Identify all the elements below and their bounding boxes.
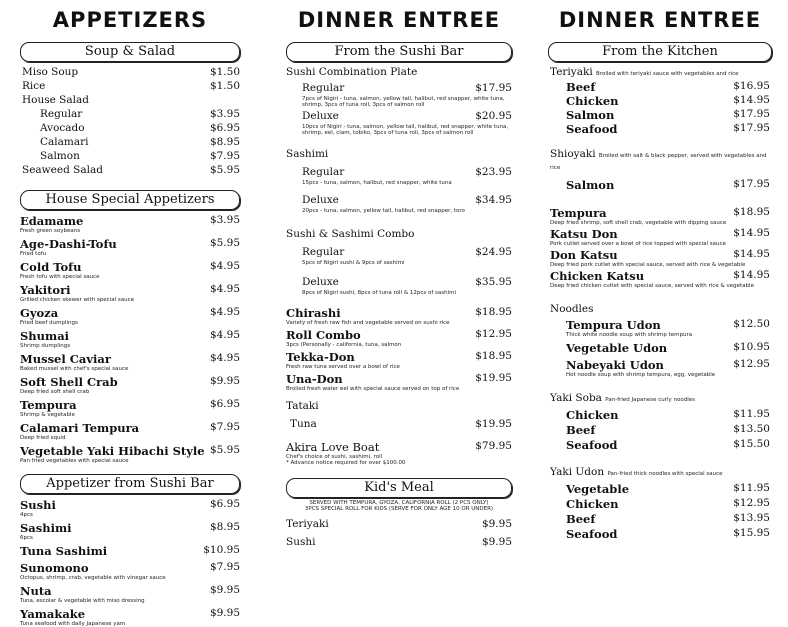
- menu-item: [20, 398, 240, 412]
- section-label: Shioyaki Broiled with salt & black pepper, served with vegetables and rice: [550, 148, 767, 171]
- item-description: Baked mussel with chef's special sauce: [20, 366, 129, 372]
- menu-item: Calamari $8.95: [40, 136, 240, 148]
- item-description: Deep fried pork cutlet with special sauce, served with rice & vegetable: [550, 262, 746, 268]
- menu-item: [286, 306, 512, 320]
- menu-item: [20, 584, 240, 598]
- from-sushi-bar-header: From the Sushi Bar: [286, 42, 512, 62]
- item-name: Chicken Katsu: [550, 269, 645, 283]
- item-price: $14.95: [733, 94, 770, 106]
- item-description: Pan fried vegetables with special sauce: [20, 458, 129, 464]
- kids-meal-header: Kid's Meal: [286, 478, 512, 498]
- from-kitchen-header: From the Kitchen: [548, 42, 772, 62]
- item-description: Tuna seafood with daily Japanese yam: [20, 621, 126, 627]
- item-description: Variety of fresh raw fish and vegetable served on sushi rice: [286, 320, 450, 326]
- menu-item: [566, 512, 770, 526]
- item-price: $14.95: [733, 248, 770, 260]
- kids-meal-section: [280, 500, 518, 550]
- item-name: Shumai: [20, 329, 70, 343]
- item-name: Nuta: [20, 584, 52, 598]
- item-name: Sunomono: [20, 561, 89, 575]
- soup-salad-header: Soup & Salad: [20, 42, 240, 62]
- menu-item: [550, 248, 770, 262]
- item-name: Age-Dashi-Tofu: [20, 237, 117, 251]
- item-name: Tempura: [20, 398, 77, 412]
- item-description: Shrimp & vegetable: [20, 412, 75, 418]
- item-price: $15.95: [733, 527, 770, 539]
- sushi-bar-entree-column: [280, 0, 518, 550]
- menu-item: [566, 80, 770, 94]
- kids-meal-note: SERVED WITH TEMPURA, GYOZA, CALIFORNIA ROLL (2 PCS ONLY): [309, 500, 489, 506]
- menu-item: [566, 482, 770, 496]
- item-name: Gyoza: [20, 306, 59, 320]
- menu-item: [20, 444, 240, 458]
- kitchen-entree-column: [544, 0, 776, 541]
- menu-item: [550, 269, 770, 283]
- menu-item: [286, 372, 512, 386]
- menu-item: [286, 328, 512, 342]
- item-price: $18.95: [475, 306, 512, 318]
- menu-item: [550, 206, 770, 220]
- item-price: $11.95: [733, 482, 770, 494]
- item-name: Vegetable Yaki Hibachi Style: [20, 444, 205, 458]
- item-name: Sashimi: [20, 521, 72, 535]
- item-price: $13.50: [733, 423, 770, 435]
- item-price: $4.95: [209, 352, 240, 364]
- menu-item: Rice $1.50: [22, 80, 240, 92]
- item-description: 8pcs of Nigiri sushi, 8pcs of tuna roll & 12pcs of sashimi: [302, 290, 457, 296]
- item-price: $10.95: [733, 341, 770, 353]
- item-price: $3.95: [209, 214, 240, 226]
- item-description: Deep fried chicken cutlet with special sauce, served with rice & vegetable: [550, 283, 754, 289]
- menu-item: [20, 352, 240, 366]
- item-description: Fresh raw tuna served over a bowl of rice: [286, 364, 400, 370]
- dinner-entree-title: DINNER ENTREE: [558, 8, 762, 32]
- item-price: $17.95: [733, 122, 770, 134]
- menu-item: [550, 227, 770, 241]
- menu-item: [20, 260, 240, 274]
- noodle-items: [550, 318, 770, 378]
- menu-item: [20, 329, 240, 343]
- menu-item: Avocado $6.95: [40, 122, 240, 134]
- item-name: Chicken: [566, 94, 619, 108]
- item-price: $19.95: [475, 372, 512, 384]
- item-name: Nabeyaki Udon: [566, 358, 664, 372]
- menu-item: Seaweed Salad $5.95: [22, 164, 240, 176]
- item-price: $7.95: [209, 421, 240, 433]
- item-price: $11.95: [733, 408, 770, 420]
- item-name: Seafood: [566, 122, 618, 136]
- shioyaki-items: [550, 178, 770, 192]
- yaki-udon-items: [550, 482, 770, 541]
- other-sushi-entrees: [286, 306, 512, 392]
- item-price: $9.95: [209, 607, 240, 619]
- fried-entrees: [550, 206, 770, 289]
- item-price: $17.95: [733, 108, 770, 120]
- section-label: Sushi Combination Plate: [286, 66, 418, 78]
- item-price: $18.95: [733, 206, 770, 218]
- item-description: 5pcs of Nigiri sushi & 9pcs of sashimi: [302, 260, 405, 266]
- item-name: Beef: [566, 512, 596, 526]
- section-label: House Salad: [22, 94, 89, 106]
- item-price: $15.50: [733, 438, 770, 450]
- menu-item: Akira Love Boat $79.95: [286, 440, 512, 454]
- item-price: $14.95: [733, 269, 770, 281]
- item-name: Chirashi: [286, 306, 341, 320]
- item-price: $5.95: [209, 237, 240, 249]
- item-name: Beef: [566, 80, 596, 94]
- item-description: Octopus, shrimp, crab, vegetable with vinegar sauce: [20, 575, 166, 581]
- item-description: Tuna, escolar & vegetable with miso dressing: [20, 598, 145, 604]
- item-name: Vegetable Udon: [566, 341, 668, 355]
- item-description: Deep fried squid: [20, 435, 66, 441]
- menu-item: [566, 358, 770, 372]
- menu-item: [566, 423, 770, 437]
- item-price: $12.95: [475, 328, 512, 340]
- menu-item: Miso Soup $1.50: [22, 66, 240, 78]
- sushi-bar-appetizer-header: Appetizer from Sushi Bar: [20, 474, 240, 494]
- item-description: 20pcs - tuna, salmon, yellow tail, halibut, red snapper, toro: [302, 208, 465, 214]
- item-description: Broiled fresh water eel with special sauce served on top of rice: [286, 386, 460, 392]
- menu-item: [566, 408, 770, 422]
- item-description: 7pcs of Nigiri - tuna, salmon, yellow tail, halibut, red snapper, white tuna, shrimp, 3pcs of tuna roll, 3pcs of salmon roll: [302, 96, 505, 108]
- sushi-bar-appetizer-section: [14, 498, 246, 627]
- item-name: Mussel Caviar: [20, 352, 111, 366]
- menu-item: [566, 94, 770, 108]
- item-price: $12.50: [733, 318, 770, 330]
- item-price: $4.95: [209, 306, 240, 318]
- item-description: Deep fried shrimp, soft shell crab, vegetable with dipping sauce: [550, 220, 727, 226]
- section-label: Teriyaki Broiled with teriyaki sauce with vegetables and rice: [550, 66, 739, 78]
- item-description: Pork cutlet served over a bowl of rice topped with special sauce: [550, 241, 726, 247]
- menu-item: Regular $3.95: [40, 108, 240, 120]
- yaki-soba-items: [550, 408, 770, 452]
- item-name: Calamari Tempura: [20, 421, 140, 435]
- item-price: $7.95: [209, 561, 240, 573]
- menu-item: Salmon $7.95: [40, 150, 240, 162]
- item-name: Chicken: [566, 408, 619, 422]
- item-name: Beef: [566, 423, 596, 437]
- menu-item: Regular $24.95: [302, 246, 512, 258]
- appetizers-column: [14, 0, 246, 627]
- item-description: 3pcs (Personally - california, tuna, salmon: [286, 342, 402, 348]
- section-label: Tataki: [286, 400, 319, 412]
- item-description: Shrimp dumplings: [20, 343, 71, 349]
- item-price: $13.95: [733, 512, 770, 524]
- menu-item: [566, 341, 770, 355]
- menu-item: [566, 438, 770, 452]
- kitchen-entree-section: [544, 66, 776, 541]
- advance-notice: * Advance notice required for over $100.00: [286, 460, 406, 466]
- menu-item: Deluxe $20.95: [302, 110, 512, 122]
- item-price: $16.95: [733, 80, 770, 92]
- item-description: 10pcs of Nigiri - tuna, salmon, yellow tail, halibut, red snapper, white tuna, shrimp, eel, clam, tobiko, 3pcs of tuna roll, 3pcs of salmon roll: [302, 124, 509, 136]
- item-name: Roll Combo: [286, 328, 361, 342]
- kids-meal-note: 3PCS SPECIAL ROLL FOR KIDS (SERVE FOR ONLY AGE 10 OR UNDER): [304, 506, 494, 512]
- house-special-section: [14, 214, 246, 464]
- appetizers-title: APPETIZERS: [52, 8, 208, 32]
- item-name: Tempura: [550, 206, 607, 220]
- menu-item: [20, 521, 240, 535]
- item-description: Fresh green soybeans: [20, 228, 81, 234]
- menu-item: [20, 306, 240, 320]
- menu-item: [20, 375, 240, 389]
- item-name: Tempura Udon: [566, 318, 661, 332]
- section-label: Yaki Soba Pan-fried Japanese curly noodles: [550, 392, 696, 404]
- item-price: $9.95: [209, 584, 240, 596]
- item-description: 4pcs: [20, 512, 33, 518]
- menu-item: [20, 561, 240, 575]
- menu-item: [20, 607, 240, 621]
- section-label: Sashimi: [286, 148, 329, 160]
- house-special-header: House Special Appetizers: [20, 190, 240, 210]
- dinner-entree-title: DINNER ENTREE: [297, 8, 501, 32]
- menu-item: [20, 237, 240, 251]
- teriyaki-items: [550, 80, 770, 136]
- item-name: Yamakake: [20, 607, 86, 621]
- menu-item: Regular $17.95: [302, 82, 512, 94]
- item-name: Seafood: [566, 438, 618, 452]
- item-name: Salmon: [566, 178, 615, 192]
- menu-item: Sushi $9.95: [286, 536, 512, 548]
- item-description: Grilled chicken skewer with special sauce: [20, 297, 135, 303]
- item-price: $4.95: [209, 329, 240, 341]
- item-price: $6.95: [209, 398, 240, 410]
- menu-item: Deluxe $35.95: [302, 276, 512, 288]
- item-price: $6.95: [209, 498, 240, 510]
- item-price: $12.95: [733, 497, 770, 509]
- menu-item: Regular $23.95: [302, 166, 512, 178]
- item-price: $5.95: [209, 444, 240, 456]
- section-label: Noodles: [550, 303, 594, 315]
- sushi-bar-entree-section: [280, 66, 518, 466]
- item-name: Salmon: [566, 108, 615, 122]
- menu-item: [566, 122, 770, 136]
- item-price: $4.95: [209, 283, 240, 295]
- menu-item: [566, 178, 770, 192]
- menu-item: [566, 527, 770, 541]
- soup-salad-section: [14, 66, 246, 178]
- item-name: Katsu Don: [550, 227, 618, 241]
- item-name: Una-Don: [286, 372, 343, 386]
- item-description: Deep fried soft shell crab: [20, 389, 90, 395]
- item-price: $10.95: [203, 544, 240, 556]
- item-name: Seafood: [566, 527, 618, 541]
- item-name: Edamame: [20, 214, 84, 228]
- item-description: Chef's choice of sushi, sashimi, roll: [286, 454, 383, 460]
- item-description: Fried tofu: [20, 251, 47, 257]
- item-price: $17.95: [733, 178, 770, 190]
- menu-item: Deluxe $34.95: [302, 194, 512, 206]
- item-name: Vegetable: [566, 482, 630, 496]
- menu-item: Tuna $19.95: [290, 418, 512, 430]
- section-label: Yaki Udon Pan-fried thick noodles with special sauce: [550, 466, 723, 478]
- menu-item: [20, 214, 240, 228]
- menu-item: [566, 318, 770, 332]
- item-price: $18.95: [475, 350, 512, 362]
- section-label: Sushi & Sashimi Combo: [286, 228, 415, 240]
- item-name: Chicken: [566, 497, 619, 511]
- menu-item: [20, 421, 240, 435]
- item-description: Thick white noodle soup with shrimp tempura: [566, 332, 693, 338]
- item-name: Yakitori: [20, 283, 71, 297]
- item-description: Hot noodle soup with shrimp tempura, egg, vegetable: [566, 372, 716, 378]
- item-price: $12.95: [733, 358, 770, 370]
- item-description: 15pcs - tuna, salmon, halibut, red snapper, white tuna: [302, 180, 452, 186]
- menu-item: [20, 498, 240, 512]
- menu-item: [20, 544, 240, 558]
- menu-item: Teriyaki $9.95: [286, 518, 512, 530]
- item-price: $4.95: [209, 260, 240, 272]
- item-name: Soft Shell Crab: [20, 375, 118, 389]
- menu-item: [566, 108, 770, 122]
- item-description: 6pcs: [20, 535, 33, 541]
- item-name: Don Katsu: [550, 248, 618, 262]
- item-price: $9.95: [209, 375, 240, 387]
- menu-item: [566, 497, 770, 511]
- item-name: Tekka-Don: [286, 350, 355, 364]
- item-description: Fresh tofu with special sauce: [20, 274, 100, 280]
- item-price: $8.95: [209, 521, 240, 533]
- item-description: Fried beef dumplings: [20, 320, 78, 326]
- item-name: Sushi: [20, 498, 56, 512]
- item-price: $14.95: [733, 227, 770, 239]
- menu-item: [20, 283, 240, 297]
- item-name: Cold Tofu: [20, 260, 82, 274]
- menu-item: [286, 350, 512, 364]
- item-name: Tuna Sashimi: [20, 544, 108, 558]
